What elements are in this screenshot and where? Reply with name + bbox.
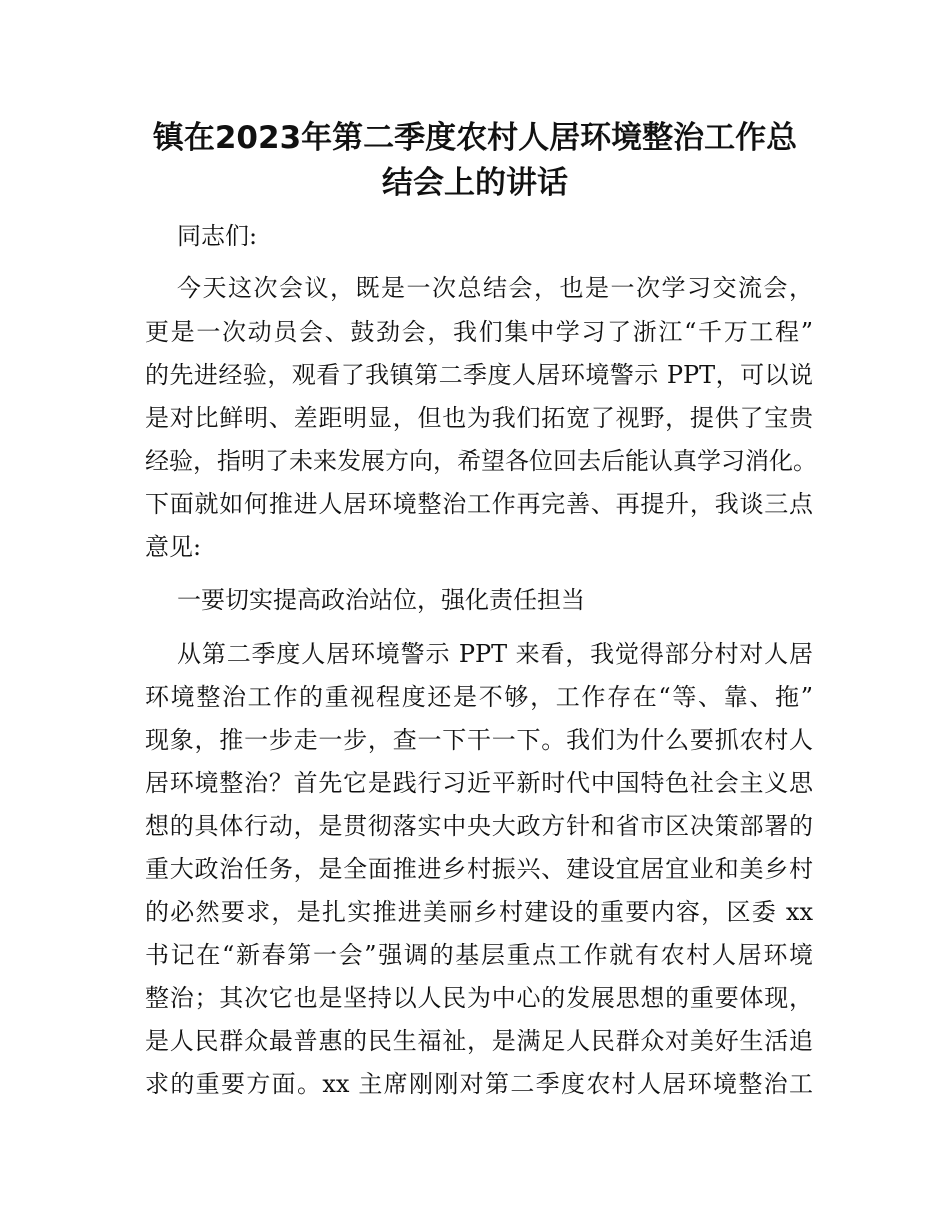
paragraph-2-line: 居环境整治？首先它是践行习近平新时代中国特色社会主义思: [145, 769, 813, 797]
paragraph-1-line: 经验，指明了未来发展方向，希望各位回去后能认真学习消化。: [145, 447, 817, 475]
paragraph-2-line: 想的具体行动，是贯彻落实中央大政方针和省市区决策部署的: [145, 812, 813, 840]
paragraph-1-line: 意见:: [145, 533, 202, 561]
paragraph-2-line: 书记在“新春第一会”强调的基层重点工作就有农村人居环境: [145, 941, 813, 969]
document-title-line-2: 结会上的讲话: [382, 165, 568, 201]
paragraph-1-line: 更是一次动员会、鼓劲会，我们集中学习了浙江“千万工程”: [145, 318, 813, 346]
paragraph-2-line: 环境整治工作的重视程度还是不够，工作存在“等、靠、拖”: [145, 683, 813, 711]
paragraph-1-line: 下面就如何推进人居环境整治工作再完善、再提升，我谈三点: [145, 490, 813, 518]
paragraph-2-line: 的必然要求，是扎实推进美丽乡村建设的重要内容，区委 xx: [145, 898, 813, 926]
paragraph-1-line: 今天这次会议，既是一次总结会，也是一次学习交流会，: [177, 274, 813, 302]
paragraph-1-line: 是对比鲜明、差距明显，但也为我们拓宽了视野，提供了宝贵: [145, 404, 813, 432]
document-title-line-1: 镇在2023年第二季度农村人居环境整治工作总: [152, 120, 798, 156]
section-heading: 一要切实提高政治站位，强化责任担当: [177, 586, 585, 614]
paragraph-2-line: 求的重要方面。xx 主席刚刚对第二季度农村人居环境整治工: [145, 1070, 813, 1098]
paragraph-2-line: 从第二季度人居环境警示 PPT 来看，我觉得部分村对人居: [177, 640, 813, 668]
paragraph-2-line: 整治；其次它也是坚持以人民为中心的发展思想的重要体现，: [145, 984, 813, 1012]
paragraph-1-line: 的先进经验，观看了我镇第二季度人居环境警示 PPT，可以说: [145, 361, 813, 389]
paragraph-2-line: 是人民群众最普惠的民生福祉，是满足人民群众对美好生活追: [145, 1027, 813, 1055]
paragraph-2-line: 重大政治任务，是全面推进乡村振兴、建设宜居宜业和美乡村: [145, 855, 813, 883]
salutation: 同志们:: [177, 222, 258, 250]
paragraph-2-line: 现象，推一步走一步，查一下干一下。我们为什么要抓农村人: [145, 726, 813, 754]
